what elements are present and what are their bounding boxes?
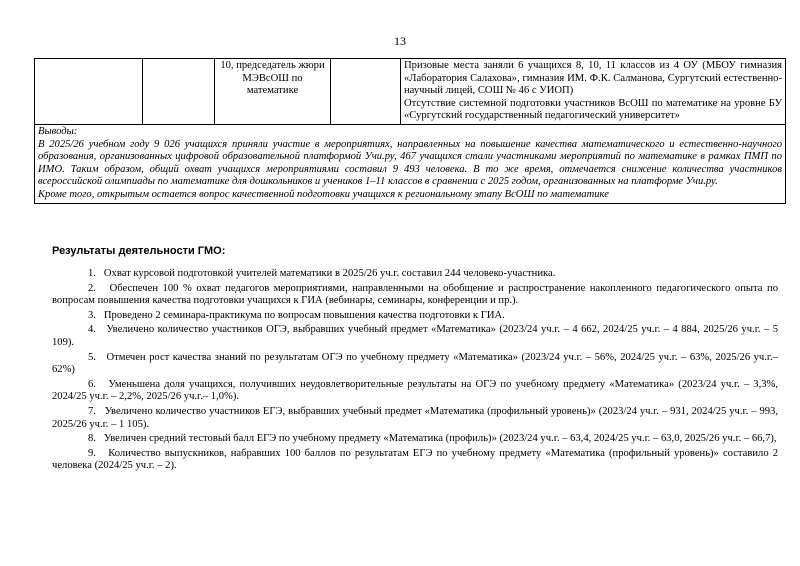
table-cell-empty-3 xyxy=(331,59,401,125)
list-item: 6. Уменьшена доля учащихся, получивших неудовлетворительные результаты на ОГЭ по учебному предмету «Математика» (2023/24 уч.г. – 3,3%, 2024/25 уч.г. – 2,2%, 2025/26 уч.г.– 1,0%). xyxy=(52,378,779,403)
results-cell-line: Призовые места заняли 6 учащихся 8, 10, 11 классов из 4 ОУ (МБОУ гимназия «Лаборатория Салахова», гимназия ИМ. Ф.К. Салманова, Сургутский естественно-научный лицей, СОШ № 46 с УИОП) xyxy=(404,60,782,97)
list-item: 4. Увеличено количество участников ОГЭ, выбравших учебный предмет «Математика» (2023/24 уч.г. – 4 662, 2024/25 уч.г. – 4 884, 2025/26 уч.г. – 5 109). xyxy=(52,324,779,348)
table-cell-position: 10, председатель жюри МЭВсОШ по математике xyxy=(215,59,331,125)
list-item: 1. Охват курсовой подготовкой учителей математики в 2025/26 уч.г. составил 244 человеко-участника. xyxy=(88,268,556,279)
table-cell-empty-1 xyxy=(35,59,143,125)
conclusions-cell xyxy=(35,124,786,203)
results-heading: Результаты деятельности ГМО: xyxy=(52,245,226,257)
results-list xyxy=(52,268,778,475)
conclusions-paragraph: Кроме того, открытым остается вопрос качественной подготовки учащихся к региональному этапу ВсОШ по математике xyxy=(38,188,609,200)
conclusions-label: Выводы: xyxy=(38,125,78,137)
list-item: 3. Проведено 2 семинара-практикума по вопросам повышения качества подготовки к ГИА. xyxy=(88,309,505,321)
table-cell-empty-2 xyxy=(143,59,215,125)
list-item: 7. Увеличено количество участников ЕГЭ, выбравших учебный предмет «Математика (профильный уровень)» (2023/24 уч.г. – 931, 2024/25 уч.г. – 993, 2025/26 уч.г. – 1 105). xyxy=(52,405,778,430)
results-cell-line: Отсутствие системной подготовки участников ВсОШ по математике на уровне БУ «Сургутский государственный педагогический университет» xyxy=(404,97,782,122)
page-number: 13 xyxy=(394,34,406,48)
list-item: 8. Увеличен средний тестовый балл ЕГЭ по учебному предмету «Математика (профиль)» (2023/24 уч.г. – 63,4, 2024/25 уч.г. – 63,0, 2025/26 уч.г. – 66,7), xyxy=(88,433,777,445)
table-row-conclusions xyxy=(35,124,786,203)
list-item: 2. Обеспечен 100 % охват педагогов мероприятиями, направленными на обобщение и распространение накопленного педагогического опыта по вопросам повышения качества подготовки учащихся к ГИА (вебинары, семинары, конференции и пр.). xyxy=(52,282,778,307)
table-cell-results xyxy=(401,59,786,125)
report-table xyxy=(34,58,786,204)
report-table-container xyxy=(34,58,785,204)
list-item: 5. Отмечен рост качества знаний по результатам ОГЭ по учебному предмету «Математика» (2023/24 уч.г. – 56%, 2024/25 уч.г. – 63%, 2025/26 уч.г.– 62%) xyxy=(52,351,778,376)
list-item: 9. Количество выпускников, набравших 100 баллов по результатам ЕГЭ по учебному предмету «Математика (профильный уровень)» составило 2 человека (2024/25 уч.г. – 2). xyxy=(52,447,779,472)
conclusions-paragraph: В 2025/26 учебном году 9 026 учащихся приняли участие в мероприятиях, направленных на повышение качества математического и естественно-научного образования, организованных цифровой образовательной платформой Учи.ру, 467 учащихся стали участниками мероприятий по математике в рамках ПМП по ИМО. Таким образом, общий охват учащихся мероприятиями составил 9 493 человека. В то же время, отмечается снижение количества участников всероссийской олимпиады по математике для дошкольников и учеников 1–11 классов в сравнении с 2025 годом, организованных на платформе Учи.ру. xyxy=(38,138,782,188)
table-row xyxy=(35,59,786,125)
